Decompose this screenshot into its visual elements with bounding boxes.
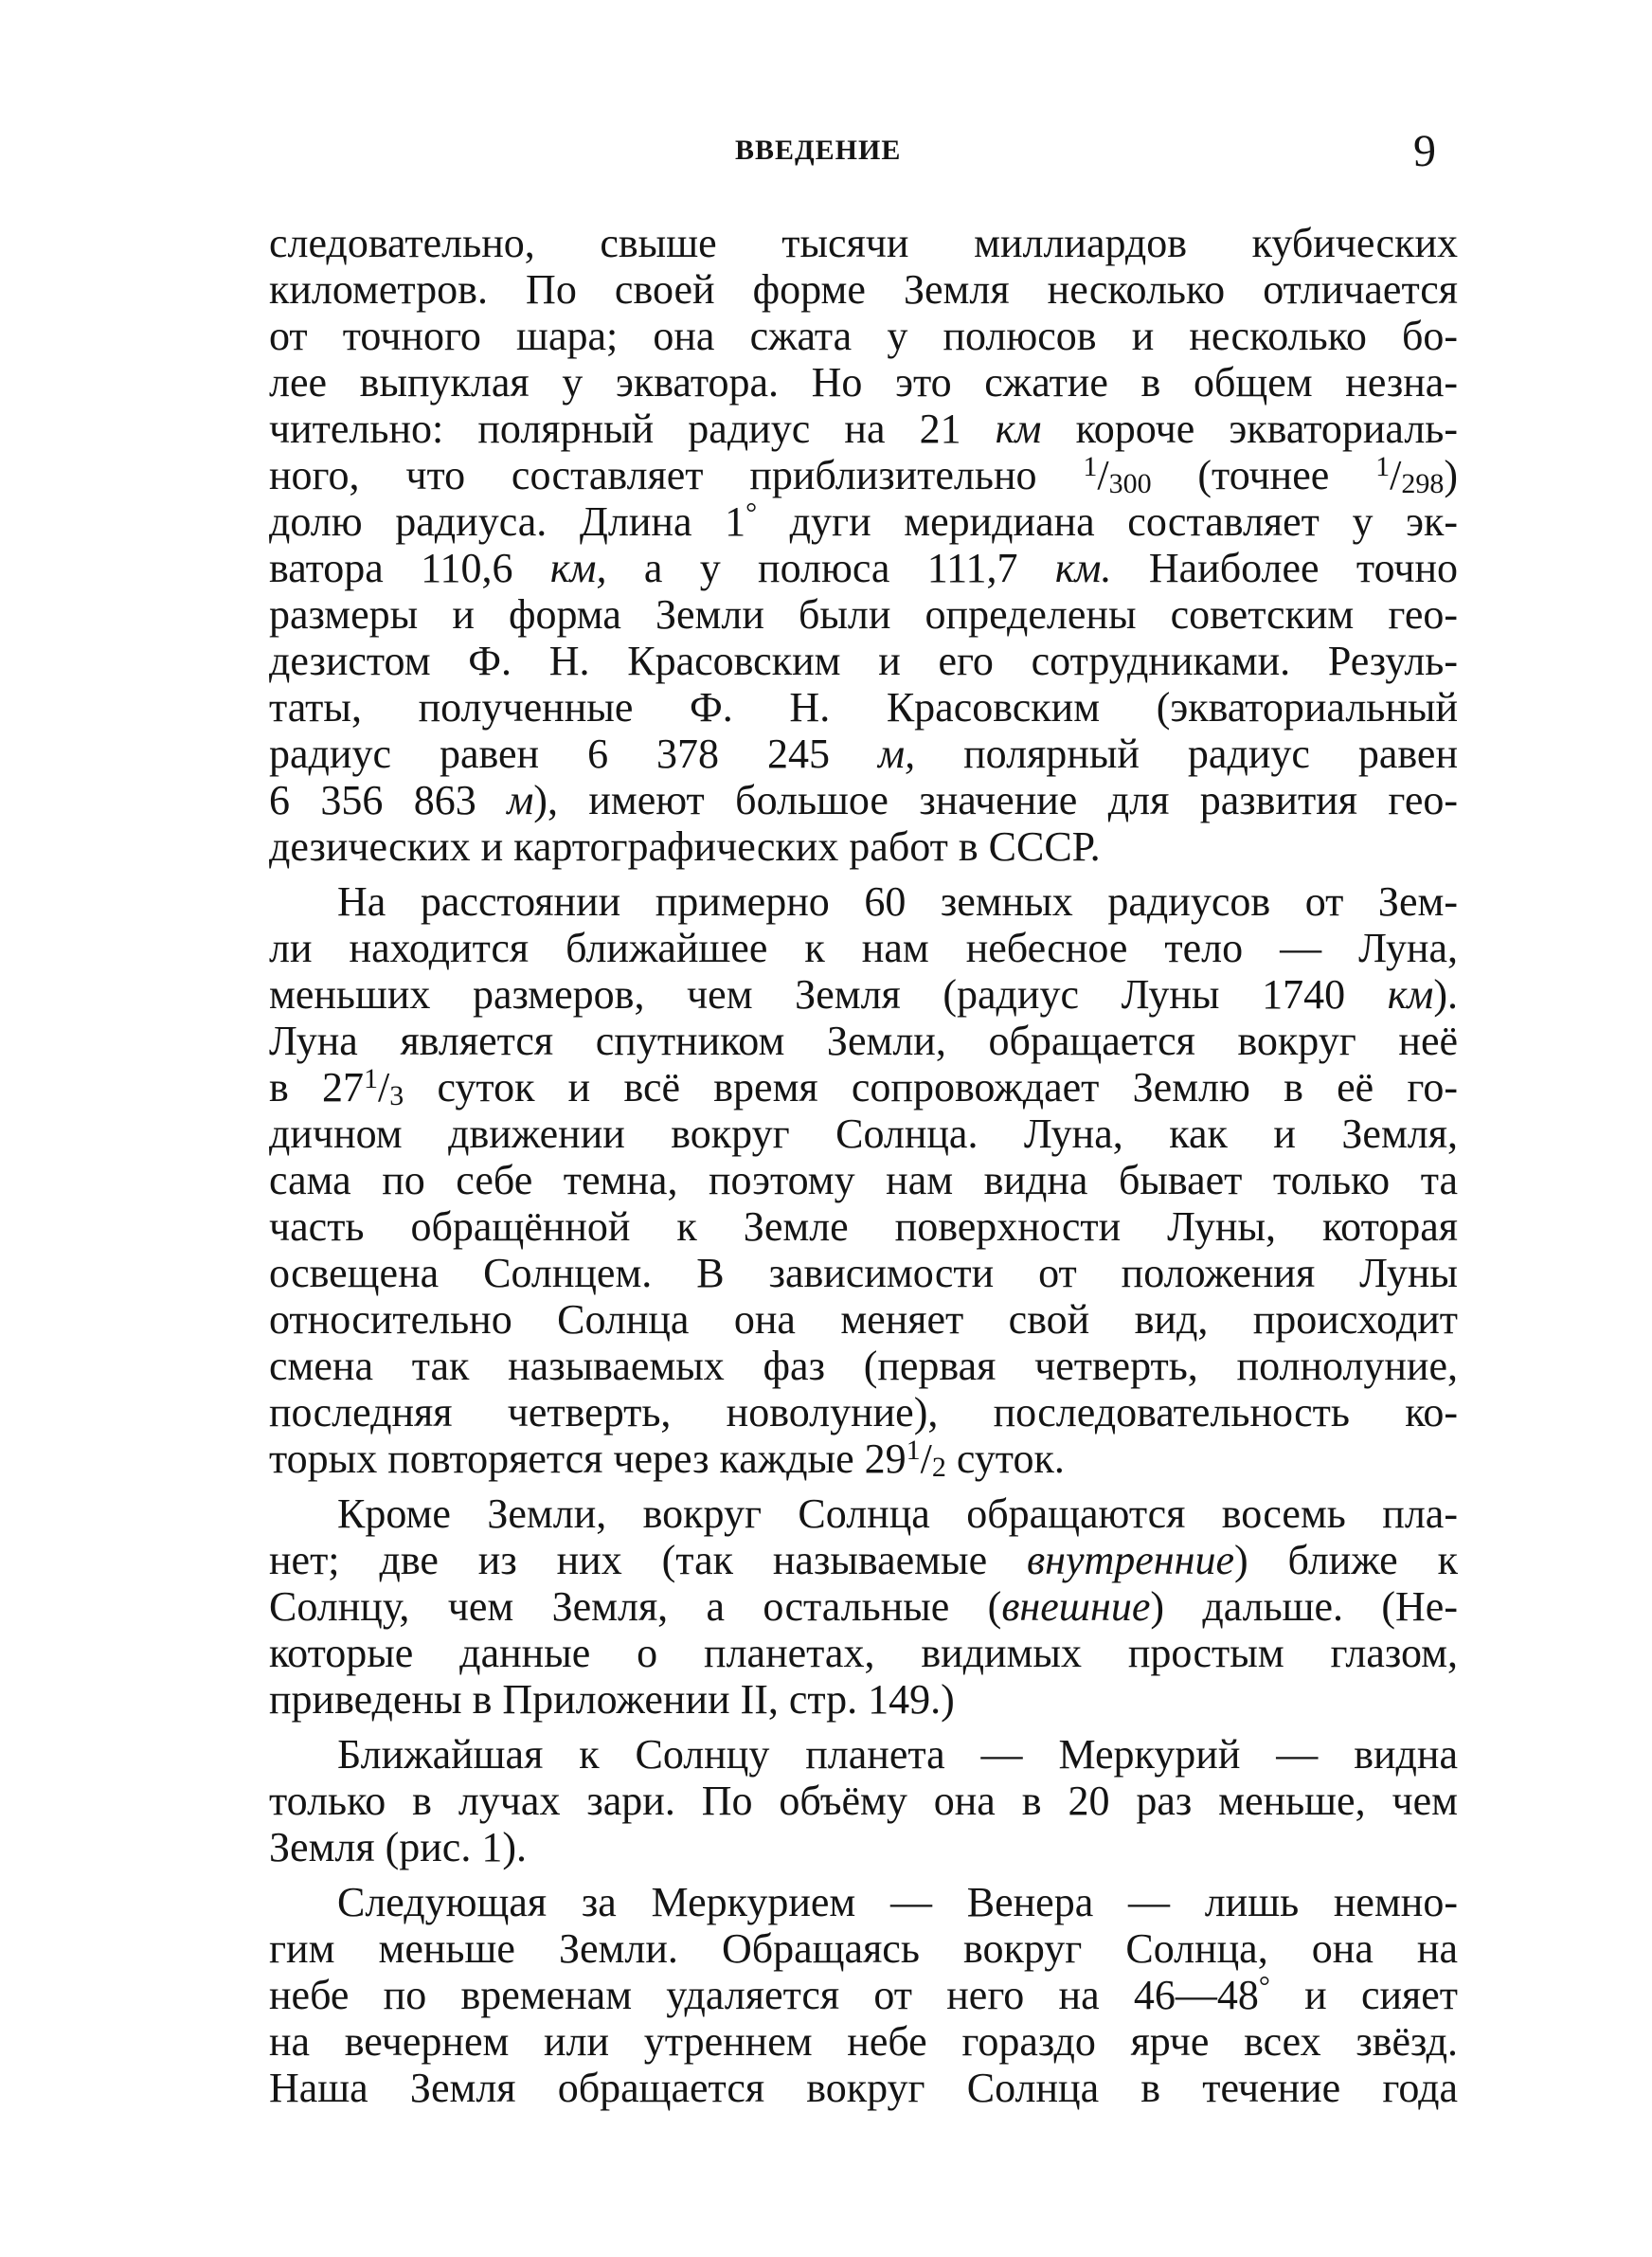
text-line: приведены в Приложении II, стр. 149.) [269, 1676, 955, 1723]
fraction: $^1/_2$ [906, 1435, 946, 1483]
text-line: долю радиуса. Длина 1° дуги меридиана составляет у эк- [269, 497, 1458, 545]
text-line: относительно Солнца она меняет свой вид, происходит [269, 1296, 1458, 1343]
text-line: от точного шара; она сжата у полюсов и несколько бо- [269, 313, 1458, 359]
unit-km: км [995, 406, 1042, 452]
body-text [269, 220, 1458, 2111]
paragraph-3 [269, 1490, 1458, 1723]
text-line: смена так называемых фаз (первая четверть, полнолуние, [269, 1343, 1458, 1389]
text-line: дезических и картографических работ в СССР. [269, 823, 1101, 870]
text-line: Ближайшая к Солнцу планета — Меркурий — видна [337, 1731, 1458, 1778]
text-line: следовательно, свыше тысячи миллиардов кубических [269, 220, 1458, 266]
fraction: $^1/_3$ [364, 1063, 404, 1111]
text-line: Кроме Земли, вокруг Солнца обращаются восемь пла- [337, 1490, 1458, 1537]
text-line: меньших размеров, чем Земля (радиус Луны 1740 км). [269, 971, 1459, 1018]
paragraph-5 [269, 1879, 1458, 2111]
text-line: размеры и форма Земли были определены советским гео- [269, 591, 1458, 638]
text-line: только в лучах зари. По объёму она в 20 раз меньше, чем [269, 1778, 1458, 1824]
text-line: дичном движении вокруг Солнца. Луна, как и Земля, [269, 1110, 1458, 1157]
fraction: $^1/_{298}$ [1375, 451, 1445, 499]
fraction: $^1/_{300}$ [1083, 451, 1152, 499]
emphasis: внешние [1001, 1583, 1151, 1630]
text-line: освещена Солнцем. В зависимости от положения Луны [269, 1250, 1458, 1296]
text-line: На расстоянии примерно 60 земных радиусов от Зем- [337, 878, 1458, 925]
text-line: часть обращённой к Земле поверхности Луны, которая [269, 1203, 1458, 1250]
text-line: гим меньше Земли. Обращаясь вокруг Солнца, она на [269, 1925, 1458, 1972]
paragraph-4 [269, 1731, 1458, 1870]
text-line: сама по себе темна, поэтому нам видна бывает только та [269, 1157, 1458, 1203]
text-line: последняя четверть, новолуние), последовательность ко- [269, 1389, 1458, 1435]
text-line: таты, полученные Ф. Н. Красовским (экваториальный [269, 684, 1458, 731]
text-line: ватора 110,6 км, а у полюса 111,7 км. Наиболее точно [269, 545, 1459, 591]
text-line: дезистом Ф. Н. Красовским и его сотрудниками. Резуль- [269, 638, 1458, 684]
text-line: километров. По своей форме Земля несколько отличается [269, 266, 1458, 313]
degree-sign: ° [1258, 1971, 1270, 2002]
text-line: Солнцу, чем Земля, а остальные (внешние) дальше. (Не- [269, 1583, 1458, 1630]
text-line: небе по временам удаляется от него на 46—48° и сияет [269, 1971, 1459, 2018]
text-line: нет; две из них (так называемые внутренние) ближе к [269, 1537, 1458, 1583]
text-line: чительно: полярный радиус на 21 км короче экваториаль- [269, 406, 1459, 452]
paragraph-1 [269, 220, 1458, 870]
page-number: 9 [1413, 126, 1436, 176]
running-head: ВВЕДЕНИЕ [735, 135, 902, 166]
text-line: торых повторяется через каждые $29^1/_2$ суток. [269, 1435, 1065, 1483]
paragraph-2 [269, 878, 1458, 1482]
text-line: 6 356 863 м), имеют большое значение для развития гео- [269, 777, 1459, 823]
text-line: ли находится ближайшее к нам небесное тело — Луна, [269, 925, 1458, 971]
text-line: Следующая за Меркурием — Венера — лишь немно- [337, 1879, 1458, 1925]
text-line: Наша Земля обращается вокруг Солнца в течение года [269, 2065, 1458, 2111]
text-line: лее выпуклая у экватора. Но это сжатие в общем незна- [269, 359, 1458, 406]
emphasis: внутренние [1027, 1537, 1234, 1583]
text-line: в $27^1/_3$ суток и всё время сопровождает Землю в её го- [269, 1063, 1459, 1111]
text-line: ного, что составляет приблизительно $^1/_{300}$ (точнее $^1/_{298}$) [269, 451, 1459, 499]
text-line: радиус равен 6 378 245 м, полярный радиус равен [269, 731, 1459, 777]
text-line: Луна является спутником Земли, обращается вокруг неё [269, 1018, 1458, 1064]
text-line: Земля (рис. 1). [269, 1824, 527, 1870]
degree-sign: ° [745, 497, 758, 529]
text-line: которые данные о планетах, видимых простым глазом, [269, 1630, 1458, 1676]
text-line: на вечернем или утреннем небе гораздо ярче всех звёзд. [269, 2018, 1458, 2065]
